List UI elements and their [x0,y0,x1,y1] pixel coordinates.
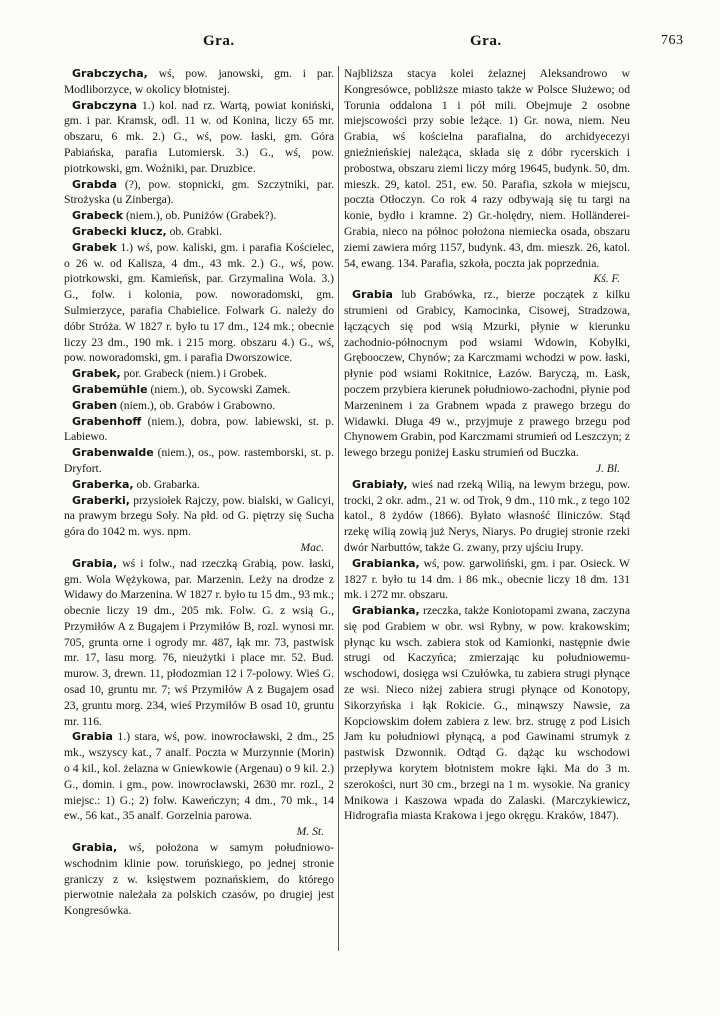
entry-headword: Grabczyna [72,98,138,112]
entry-text: 1.) wś, pow. kaliski, gm. i parafia Kościelec, o 26 w. od Kalisza, 4 dm., 43 mk. 2.) G., wś, pow. piotrkowski, gm. Kamieńsk, par. Grzymalina Wola. 3.) G., folw. i kolonia, pow. noworadomski, gm. Sulmierzyce, parafia Chabielice. Folwark G. należy do dóbr Stróża. W 1827 r. było tu 17 dm., 124 mk.; obecnie liczy 23 dm., 190 mk. i 215 morg. obszaru 4.) G., wś, pow. noworadomski, gm. i parafia Dworszowice. [64,240,334,365]
right-column [344,66,630,956]
dictionary-entry [344,66,630,287]
dictionary-entry [64,729,334,840]
entry-text: rzeczka, także Koniotopami zwana, zaczyna się pod Grabiem w obr. wsi Rybny, w pow. krakowskim; płynąc ku wsch. zabiera stok od Kamionki, następnie dwie strugi od Kaczyńca; zmierzając ku południowemu-wschodowi, dosięga wsi Czułówka, tu zabiera strugi płynące ze wsi. Nieco niżej zabiera strugi płynące od Konotopy, Sikorzyńska i łąk Rokicie. G., minąwszy Nawsie, za Kopciowskim dołem zabiera z lew. brz. strugę z pod Lisich Jam ku południowi płynącą, a pod Gawinami strumyk z pastwisk Dzwonnik. Odtąd G. dążąc ku wschodowi przepływa korytem błotnistem mokre łąki. Ma do 3 m. szerokości, nurt 30 cm., brzegi na 1 m. wysokie. Na granicy Mnikowa i Kaszowa wpada do Zalaski. (Marczykiewicz, Hidrografia miasta Krakowa i jego okręgu. Kraków, 1847). [344,604,630,823]
entry-text: (niem.), ob. Puniżów (Grabek?). [123,209,277,223]
entry-text: 1.) stara, wś, pow. inowrocławski, 2 dm., 25 mk., wszyscy kat., 7 analf. Poczta w Murzynnie (Morin) o 4 kil., kol. żelazna w Gniewkowie (Argenau) o 9 kil. 2.) G., domin. i gm., pow. inowrocławski, 2630 mr. rozl., 2 miejsc.: 1) G.; 2) folw. Kaweńczyn; 4 dm., 70 mk., 14 ew., 56 kat., 35 analf. Gorzelnia parowa. [64,730,334,823]
dictionary-entry [64,66,334,98]
entry-headword: Grabianka, [352,604,420,618]
entry-headword: Grabenhoff [72,414,142,428]
entry-signature: Kś. F. [593,272,620,286]
entry-text: wś i folw., nad rzeczką Grabią, pow. łaski, gm. Wola Wężykowa, par. Marzenin. Leży na drodze z Widawy do Marzenina. W 1827 r. było tu 15 dm., 93 mk.; obecnie liczy 19 dm., 205 mk. Folw. G. z wsią G., Przymiłów A z Bugajem i Przymiłów B, rozl. wynosi mr. 705, grunta orne i ogrody mr. 487, łąk mr. 73, pastwisk mr. 17, lasu morg. 76, nieużytki i place mr. 52. Bud. murow. 3, drewn. 11, płodozmian 12 i 7-polowy. Wieś G. osad 10, gruntu mr. 7; wś Przymiłów A z Bugajem osad 23, gruntu morg. 234, wieś Przymiłów B osad 10, gruntu mr. 116. [64,556,334,728]
entry-headword: Graberka, [72,477,134,491]
entry-headword: Grabenwalde [72,446,154,460]
entry-text: ob. Grabarka. [133,477,200,491]
entry-headword: Grabia, [72,556,118,570]
entry-text: ob. Grabki. [166,224,223,238]
dictionary-entry [64,224,334,240]
entry-headword: Grabemühle [72,382,148,396]
entry-headword: Grabiały, [352,477,408,491]
entry-headword: Grabecki klucz, [72,224,167,238]
dictionary-entry [344,603,630,824]
entry-text: wś, położona w samym południowo-wschodnim klinie pow. toruńskiego, po jednej stronie graniczy z w. księstwem poznańskiem, do którego pierwotnie należała za polskich czasów, po drugiej jest Kongresówka. [64,841,334,918]
entry-text: (niem.), dobra, pow. labiewski, st. p. Labiewo. [64,414,334,444]
dictionary-entry [344,287,630,477]
entry-headword: Grabczycha, [72,67,148,80]
dictionary-entry [64,445,334,477]
dictionary-entry [64,477,334,493]
dictionary-entry [64,208,334,224]
entry-text: (niem.), os., pow. rastemborski, st. p. Dryfort. [64,446,334,475]
entry-signature: J. Bl. [595,461,620,475]
dictionary-entry [64,840,334,919]
dictionary-entry [344,477,630,556]
entry-headword: Grabia [72,730,113,744]
entry-headword: Grabek, [72,367,121,381]
entry-text: 1.) kol. nad rz. Wartą, powiat koniński, gm. i par. Kramsk, odl. 11 w. od Konina, liczy 65 mr. obszaru, 6 mk. 2.) G., wś, pow. łaski, gm. Góra Pabiańska, parafia Lutomiersk. 3.) G., wś, pow. piotrkowski, gm. Woźniki, par. Druzbice. [64,98,334,175]
entry-headword: Grabianka, [352,556,420,570]
entry-headword: Grabia [352,288,393,302]
entry-headword: Graben [72,398,118,412]
left-column [64,66,334,956]
entry-text: wieś nad rzeką Wilią, na lewym brzegu, pow. trocki, 2 okr. adm., 21 w. od Trok, 9 dm., 110 mk., z tego 102 katol., 8 żydów (1866). Byłato własność Iliniczów. Stąd rzekę wilią zowią już Nerys, Niarys. Po drugiej stronie rzeki dwór Narbuttów, także G. zwany, przy ujściu Irupy. [344,477,630,554]
dictionary-entry [64,240,334,366]
entry-signature: Mac. [300,540,324,554]
entry-headword: Grabeck [72,209,124,223]
entry-headword: Grabek [72,240,117,254]
entry-text: Najbliższa stacya kolei żelaznej Aleksandrowo w Kongresówce, pobliższe miasto także w Polsce Służewo; od Torunia oddalona 1 i pół mili. Obejmuje 2 osobne miejscowości przy sobie leżące. 1) Gr. nowa, niem. Neu Grabia, wś kościelna parafialna, do archidyecezyi gnieźnieńskiej należąca, składa się z dóbr rycerskich i probostwa, obszaru ziemi liczy mórg 19645, budynk. 50, dm. mieszk. 29, katol. 251, ew. 50. Parafia, szkoła w miejscu, poczta Otłoczyn. Co rok 4 razy odbywają się tu targi na konie, bydło i kramne. 2) Gr.-holędry, niem. Holländerei-Grabia, nieco na północ położona niemiecka osada, obszaru ziemi zawiera mórg 1157, budynk. 43, dm. mieszk. 26, katol. 54, ewang. 134. Parafia, szkoła, poczta jak poprzednia. [344,67,630,270]
dictionary-entry [64,366,334,382]
dictionary-entry [64,556,334,730]
column-divider [338,66,339,951]
entry-text: (niem.), ob. Sycowski Zamek. [147,382,291,396]
dictionary-entry [64,98,334,177]
entry-text: wś, pow. janowski, gm. i par. Modliborzyce, w okolicy błotnistej. [64,67,334,96]
entry-text: wś, pow. garwoliński, gm. i par. Osieck. W 1827 r. było tu 14 dm. i 86 mk., obecnie liczy 18 dm. 131 mk. i 272 mr. obszaru. [344,556,630,602]
entry-text: lub Grabówka, rz., bierze początek z kilku strumieni od Grabicy, Kamocinka, Cisowej, Stradzowa, łączących się pod wsią Mzurki, płynie w kierunku zachodnio-północnym pod wsiami Wdowin, Kobyłki, Grębooczew, Chynów; za Karczmami wchodzi w pow. łaski, płynie pod wsiami Rokitnice, Łazów. Baryczą, m. Łask, poczem przybiera kierunek południowo-zachodni, płynie pod Marzeninem i za Grabnem wpada z prawego brzegu do Widawki. Długa 49 w., przyjmuje z prawego brzegu pod Chynowem Grabin, pod Karczmami strumień od Leszczyn; z lewego brzegu poniżej Łasku strumień od Buczka. [344,288,630,460]
dictionary-entry [64,177,334,209]
running-head-left: Gra. [203,33,235,49]
dictionary-entry [64,398,334,414]
page-header [0,33,720,55]
entry-headword: Grabia, [72,841,118,855]
dictionary-entry [64,382,334,398]
dictionary-entry [344,556,630,603]
dictionary-entry [64,493,334,556]
entry-text: (niem.), ob. Grabów i Grabowno. [117,398,276,412]
entry-headword: Grabda [72,177,118,191]
entry-text: przysiołek Rajczy, pow. bialski, w Galicyi, na prawym brzegu Soły. Na płd. od G. piętrzy się Sucha góra do 1042 m. wys. npm. [64,493,334,539]
page-number: 763 [661,33,684,48]
entry-signature: M. St. [296,825,324,839]
entry-text: (?), pow. stopnicki, gm. Szczytniki, par. Strożyska (u Zinberga). [64,177,334,207]
entry-text: por. Grabeck (niem.) i Grobek. [120,367,267,381]
entry-headword: Graberki, [72,493,130,507]
dictionary-entry [64,414,334,446]
running-head-right: Gra. [470,33,502,49]
